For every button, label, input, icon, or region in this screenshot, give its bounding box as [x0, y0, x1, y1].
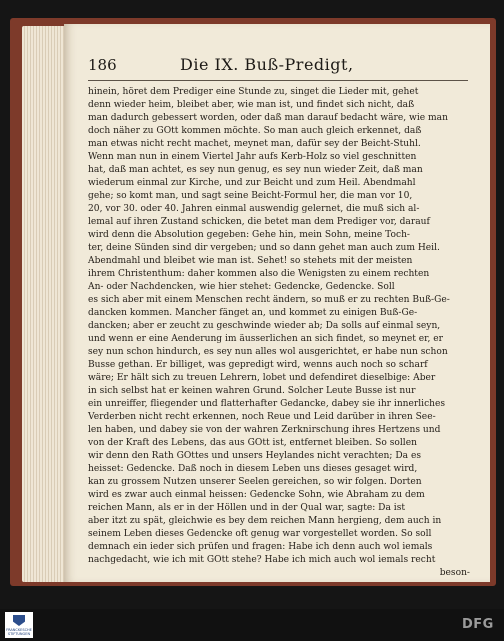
text-line: wäre; Er hält sich zu treuen Lehrern, lobet und defendiret dieselbige: Aber [88, 373, 436, 383]
text-line: ter, deine Sünden sind dir vergeben; und so dann gehet man auch zum Heil. [88, 243, 440, 253]
francke-foundation-logo[interactable] [5, 612, 33, 638]
text-line: von der Kraft des Lebens, das aus GOtt ist, entfernet bleiben. So sollen [88, 438, 417, 448]
dfg-logo[interactable]: DFG [462, 617, 494, 632]
text-line: aber itzt zu spät, gleichwie es bey dem reichen Mann hergieng, dem auch in [88, 516, 442, 526]
text-line: lemal auf ihren Zustand schicken, die betet man dem Prediger vor, darauf [88, 217, 430, 227]
text-line: Busse gethan. Er billiget, was gepredigt wird, wenns auch noch so scharf [88, 360, 428, 370]
text-line: heisset: Gedencke. Daß noch in diesem Leben uns dieses gesaget wird, [88, 464, 418, 474]
text-line: doch näher zu GOtt kommen möchte. So man auch gleich erkennet, daß [88, 126, 422, 136]
francke-logo-text: FRANCKESCHE STIFTUNGEN [6, 628, 32, 636]
text-line: wir denn den Rath GOttes und unsers Heylandes nicht verachten; Da es [88, 451, 422, 461]
text-line: Wenn man nun in einem Viertel Jahr aufs Kerb-Holz so viel geschnitten [88, 152, 417, 162]
text-line: gehe; so komt man, und sagt seine Beicht-Formul her, die man vor 10, [88, 191, 413, 201]
text-line: wird es zwar auch einmal heissen: Gedencke Sohn, wie Abraham zu dem [88, 490, 425, 500]
text-line: dancken kommen. Mancher fänget an, und kommet zu einigen Buß-Ge- [88, 308, 418, 318]
text-line: ihrem Christenthum: daher kommen also die Wenigsten zu einem rechten [88, 269, 430, 279]
text-line: demnach ein ieder sich prüfen und fragen: Habe ich denn auch wol iemals [88, 542, 433, 552]
text-line: nachgedacht, wie ich mit GOtt stehe? Habe ich mich auch wol iemals recht [88, 555, 436, 565]
body-text [88, 86, 470, 578]
header-rule [88, 80, 468, 81]
text-line: man dadurch gebessert worden, oder daß man darauf bedacht wäre, wie man [88, 113, 448, 123]
text-line: in sich selbst hat er keinen wahren Grund. Solcher Leute Busse ist nur [88, 386, 416, 396]
page-edges [22, 26, 68, 582]
text-line: denn wieder heim, bleibet aber, wie man ist, und findet sich nicht, daß [88, 100, 415, 110]
text-line: An- oder Nachdencken, wie hier stehet: Gedencke, Gedencke. Soll [88, 282, 395, 292]
text-line: sey nun schon hindurch, es sey nun alles wol ausgerichtet, er habe nun schon [88, 347, 448, 357]
crest-icon [13, 615, 25, 626]
text-line: beson- [439, 568, 470, 578]
page-header [88, 56, 458, 80]
text-line: Abendmahl und bleibet wie man ist. Sehet! so stehets mit der meisten [88, 256, 413, 266]
text-line: hat, daß man achtet, es sey nun genug, es sey nun wieder Zeit, daß man [88, 165, 423, 175]
text-line: Verderben nicht recht erkennen, noch Reue und Leid darüber in ihren See- [88, 412, 436, 422]
running-head: Die IX. Buß-Predigt, [180, 55, 354, 74]
text-line: wird denn die Absolution gegeben: Gehe hin, mein Sohn, meine Toch- [88, 230, 410, 240]
text-line: es sich aber mit einem Menschen recht ändern, so muß er zu rechten Buß-Ge- [88, 295, 450, 305]
text-line: 20, vor 30. oder 40. Jahren einmal auswendig gelernet, die muß sich al- [88, 204, 420, 214]
text-line: hinein, höret dem Prediger eine Stunde zu, singet die Lieder mit, gehet [88, 87, 419, 97]
text-line: seinem Leben dieses Gedencke oft genug war vorgestellet worden. So soll [88, 529, 432, 539]
text-line: dancken; aber er zeucht zu geschwinde wieder ab; Da solls auf einmal seyn, [88, 321, 441, 331]
text-line: ein unreiffer, fliegender und flatterhafter Gedancke, dabey sie ihr innerliches [88, 399, 446, 409]
text-line: und wenn er eine Aenderung im äusserlichen an sich findet, so meynet er, er [88, 334, 444, 344]
text-line: len haben, und dabey sie von der wahren Zerknirschung ihres Hertzens und [88, 425, 441, 435]
text-line: kan zu grossem Nutzen unserer Seelen gereichen, so wir folgen. Dorten [88, 477, 422, 487]
text-line: reichen Mann, als er in der Höllen und in der Qual war, sagte: Da ist [88, 503, 406, 513]
text-line: wiederum einmal zur Kirche, und zur Beicht und zum Heil. Abendmahl [88, 178, 416, 188]
bottom-bar [0, 609, 504, 641]
page-number: 186 [88, 56, 117, 74]
text-line: man etwas nicht recht machet, meynet man, dafür sey der Beicht-Stuhl. [88, 139, 421, 149]
